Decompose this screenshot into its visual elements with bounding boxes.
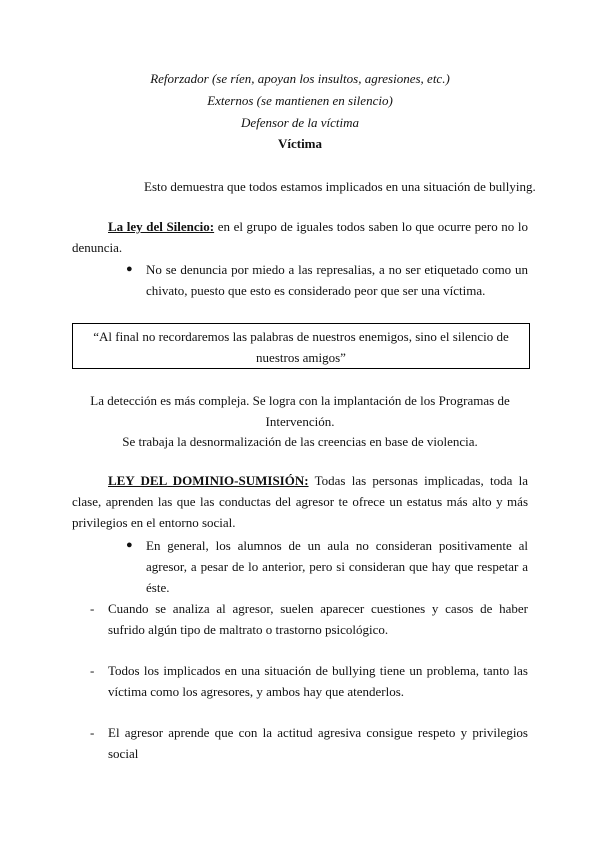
dash-icon: - xyxy=(90,725,95,740)
role-externos: Externos (se mantienen en silencio) xyxy=(207,93,393,108)
ley-dominio-bullet xyxy=(126,535,528,598)
dash-icon: - xyxy=(90,601,95,616)
role-victima: Víctima xyxy=(277,136,323,151)
bullet-icon: ● xyxy=(126,539,133,551)
dash-item: El agresor aprende que con la actitud agresiva consigue respeto y privilegios social xyxy=(108,725,528,761)
deteccion-line2: Intervención. xyxy=(265,414,335,429)
ley-silencio-paragraph xyxy=(72,216,528,258)
ley-dominio-paragraph xyxy=(72,470,528,533)
deteccion-line3: Se trabaja la desnormalización de las creencias en base de violencia. xyxy=(122,434,478,449)
quote-text: “Al final no recordaremos las palabras de nuestros enemigos, sino el silencio de nuestros amigos” xyxy=(93,329,509,365)
bullet-icon: ● xyxy=(126,263,133,275)
dash-item: Todos los implicados en una situación de bullying tiene un problema, tanto las víctima como los agresores, y ambos hay que atenderlos. xyxy=(108,663,528,699)
ley-silencio-title: La ley del Silencio: xyxy=(108,219,215,234)
intro-sentence: Esto demuestra que todos estamos implicados en una situación de bullying. xyxy=(144,179,536,194)
role-reforzador: Reforzador (se ríen, apoyan los insultos, agresiones, etc.) xyxy=(150,71,450,86)
ley-dominio-text: Todas las personas implicadas, toda la clase, aprenden las que las conductas del agresor te ofrece un estatus más alto y más privilegios en el entorno social. xyxy=(72,473,528,530)
ley-silencio-bullet xyxy=(126,259,528,301)
dash-item: Cuando se analiza al agresor, suelen aparecer cuestiones y casos de haber sufrido algún tipo de maltrato o trastorno psicológico. xyxy=(108,601,528,637)
ley-dominio-title: LEY DEL DOMINIO-SUMISIÓN: xyxy=(108,473,309,488)
ley-silencio-text: en el grupo de iguales todos saben lo que ocurre pero no lo denuncia. xyxy=(72,219,528,255)
ley-dominio-bullet-text: En general, los alumnos de un aula no consideran positivamente al agresor, a pesar de lo anterior, pero si consideran que hay que respetar a éste. xyxy=(146,538,528,595)
role-defensor: Defensor de la víctima xyxy=(240,115,360,130)
quote-box xyxy=(72,323,530,369)
deteccion-line1: La detección es más compleja. Se logra con la implantación de los Programas de xyxy=(90,393,510,408)
ley-silencio-bullet-text: No se denuncia por miedo a las represalias, a no ser etiquetado como un chivato, puesto que esto es considerado peor que ser una víctima. xyxy=(146,262,528,298)
dash-icon: - xyxy=(90,663,95,678)
